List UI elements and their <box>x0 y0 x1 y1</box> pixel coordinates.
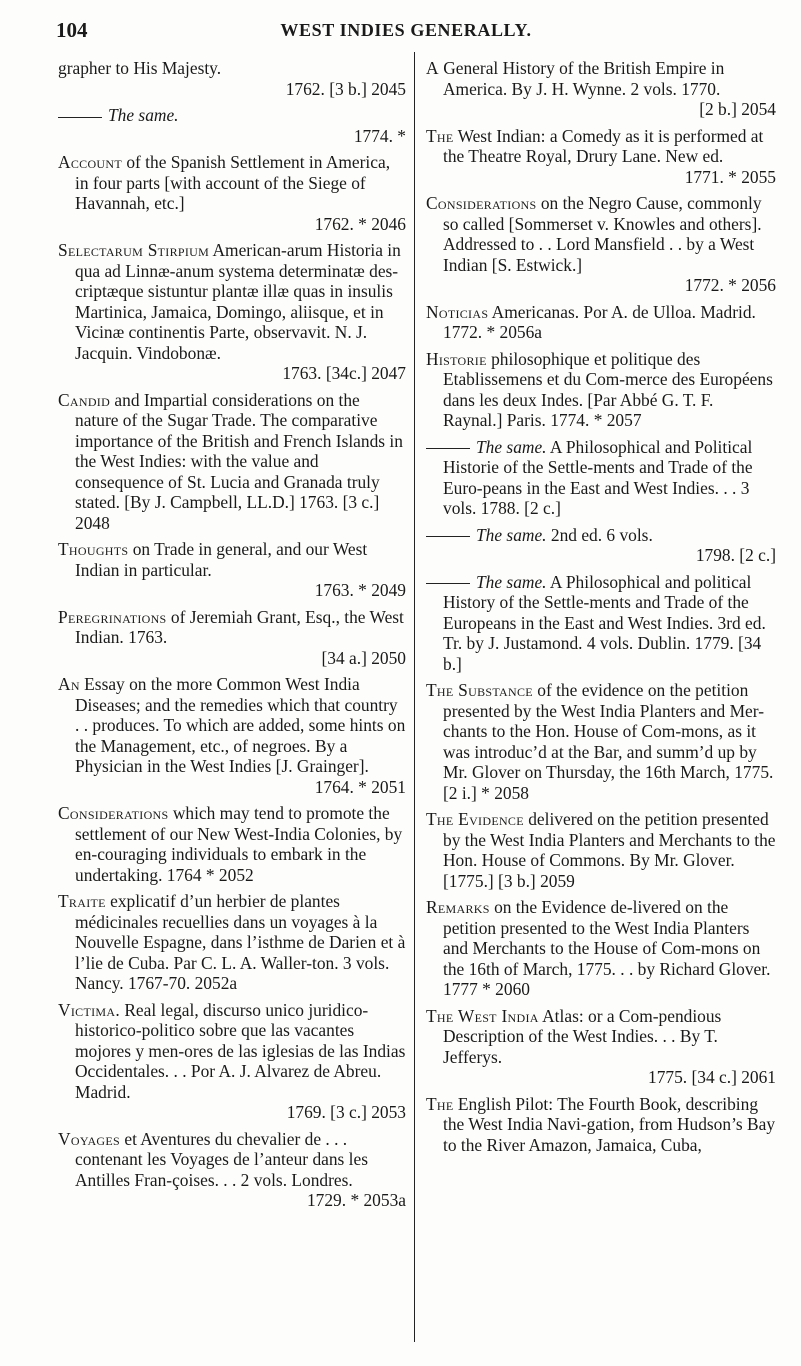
running-title: WEST INDIES GENERALLY. <box>280 20 532 40</box>
entry-text: American-arum Historia in qua ad Linnæ-anum systema determinatæ des-criptæque sistuntur plantæ illæ quas in insulis Martinica, Jamaica, Domingo, aliisque, et in Vicinæ continentis Parte, observavit. N. J. Jacquin. Vindobonæ. <box>75 240 401 363</box>
catalog-entry <box>58 152 406 234</box>
entry-text: of the Spanish Settlement in America, in four parts [with account of the Siege of Havannah, etc.] <box>75 152 391 213</box>
entry-imprint: 1729. * 2053a <box>306 1190 406 1210</box>
entry-text: West Indian: a Comedy as it is performed at the Theatre Royal, Drury Lane. New ed. <box>443 125 764 166</box>
catalog-entry <box>426 525 776 566</box>
catalog-entry <box>58 674 406 797</box>
entry-imprint: 1763. [34c.] 2047 <box>282 363 406 383</box>
entry-text: Essay on the more Common West India Diseases; and the remedies which that country . . produces. To which are added, some hints on the Management, etc., of negroes. By a Physician in the West Indies [J. Grainger]. <box>75 674 406 776</box>
entry-heading: A <box>426 58 439 78</box>
entry-heading: Thoughts <box>58 539 129 559</box>
entry-heading: The <box>426 1093 454 1114</box>
catalog-entry <box>58 803 406 885</box>
entry-imprint: [34 a.] 2050 <box>321 647 406 668</box>
entry-text: A Philosophical and Political Historie of the Settle-ments and Trade of the Euro-peans in the East and West Indies. . . 3 vols. 1788. [2 c.] <box>443 436 753 518</box>
entry-imprint: 1775. [34 c.] 2061 <box>648 1067 776 1087</box>
catalog-entry <box>426 302 776 343</box>
entry-heading: Account <box>58 152 122 172</box>
entry-text: on the Evidence de-livered on the petition presented to the West India Planters and Merchants to the House of Com-mons on the 16th of March, 1775. . . by Richard Glover. 1777 * 2060 <box>443 897 771 999</box>
catalog-entry <box>426 680 776 803</box>
entry-imprint: 1774. * <box>353 125 406 146</box>
catalog-entry <box>58 390 406 534</box>
entry-ditto-title: The same. <box>476 524 547 545</box>
catalog-entry <box>58 607 406 669</box>
entry-heading: Historie <box>426 348 487 369</box>
entry-heading: An <box>58 674 80 694</box>
ditto-dash <box>426 448 470 449</box>
entry-text: A Philosophical and political History of the Settle-ments and Trade of the Europeans in the East and West Indies. 3rd ed. Tr. by J. Justamond. 4 vols. Dublin. 1779. [34 b.] <box>443 571 766 674</box>
entry-heading: Victima. <box>58 999 120 1020</box>
catalog-entry <box>426 126 776 188</box>
catalog-entry <box>426 572 776 675</box>
entry-text: 2nd ed. 6 vols. <box>546 524 653 545</box>
entry-text: of the evidence on the petition presented by the West India Planters and Mer-chants to the Hon. House of Com-mons, as it was introduc’d at the Bar, and summ’d up by Mr. Glover on Thursday, the 16th March, 1775. [2 i.] * 2058 <box>443 680 774 803</box>
entry-text: grapher to His Majesty. <box>58 58 222 78</box>
entry-ditto-title: The same. <box>476 571 547 592</box>
entry-imprint: 1763. * 2049 <box>314 580 406 600</box>
entry-imprint: [2 b.] 2054 <box>699 99 776 119</box>
entry-text: delivered on the petition presented by the West India Planters and Merchants to the Hon. House of Commons. By Mr. Glover. [1775.] [3 b.] 2059 <box>443 809 776 891</box>
entry-text: explicatif d’un herbier de plantes médicinales recuellies dans un voyages à la Nouvelle Espagne, dans l’isthme de Darien et à l’lie de Cuba. Par C. L. A. Waller-ton. 3 vols. Nancy. 1767-70. 2052a <box>75 891 406 993</box>
entry-text: Real legal, discurso unico juridico-historico-politico sobre que las vacantes mojores y men-ores de las iglesias de las Indias Occidentales. . . Por A. J. Alvarez de Abreu. Madrid. <box>75 999 406 1102</box>
catalog-entry <box>58 240 406 384</box>
catalog-entry <box>58 58 406 99</box>
entry-ditto-title: The same. <box>108 105 179 125</box>
catalog-entry <box>426 809 776 891</box>
entry-text: Atlas: or a Com-pendious Description of the West Indies. . . By T. Jefferys. <box>443 1005 722 1067</box>
entry-heading: Considerations <box>426 193 537 213</box>
page-header <box>56 18 756 48</box>
entry-heading: Traite <box>58 891 106 911</box>
entry-heading: Considerations <box>58 803 169 823</box>
entry-imprint: 1771. * 2055 <box>684 166 776 187</box>
ditto-dash <box>426 583 470 584</box>
entry-imprint: 1762. * 2046 <box>314 213 406 234</box>
entry-ditto-title: The same. <box>476 436 547 457</box>
entry-heading: Remarks <box>426 897 490 917</box>
entry-text: of Jeremiah Grant, Esq., the West Indian. 1763. <box>75 606 404 647</box>
entry-heading: The Substance <box>426 680 533 700</box>
entry-heading: Candid <box>58 389 111 410</box>
entry-imprint: 1798. [2 c.] <box>695 545 776 565</box>
catalog-entry <box>426 1006 776 1088</box>
page-number: 104 <box>56 18 88 42</box>
ditto-dash <box>58 117 102 118</box>
entry-imprint: 1769. [3 c.] 2053 <box>286 1102 406 1122</box>
catalog-entry <box>58 891 406 994</box>
catalog-entry <box>426 349 776 431</box>
catalog-entry <box>426 437 776 519</box>
entry-imprint: 1762. [3 b.] 2045 <box>285 78 406 99</box>
catalog-entry <box>58 1000 406 1123</box>
entry-heading: The <box>426 125 454 146</box>
entry-text: et Aventures du chevalier de . . . contenant les Voyages de l’anteur dans les Antilles Fran-çoises. . . 2 vols. Londres. <box>75 1128 368 1190</box>
entry-heading: The Evidence <box>426 809 524 829</box>
entry-text: on the Negro Cause, commonly so called [Sommerset v. Knowles and others]. Addressed to . . Lord Mansfield . . by a West Indian [S. Estwick.] <box>443 193 762 275</box>
entry-imprint: 1764. * 2051 <box>314 776 406 797</box>
entry-text: Americanas. Por A. de Ulloa. Madrid. 1772. * 2056a <box>443 301 756 342</box>
catalog-entry <box>426 193 776 296</box>
catalog-entry <box>58 105 406 146</box>
entry-imprint: 1772. * 2056 <box>684 275 776 295</box>
entry-text: English Pilot: The Fourth Book, describing the West India Navi-gation, from Hudson’s Bay to the River Amazon, Jamaica, Cuba, <box>443 1093 776 1155</box>
right-column <box>426 58 776 1161</box>
entry-text: and Impartial considerations on the nature of the Sugar Trade. The comparative importance of the British and French Islands in the West Indies: with the value and consequence of St. Lucia and Granada truly stated. [By J. Campbell, LL.D.] 1763. [3 c.] 2048 <box>75 389 403 533</box>
catalog-entry <box>58 1129 406 1211</box>
catalog-entry <box>426 1094 776 1156</box>
entry-heading: Voyages <box>58 1128 120 1149</box>
catalog-entry <box>426 58 776 120</box>
entry-heading: Peregrinations <box>58 606 167 627</box>
entry-text: which may tend to promote the settlement of our New West-India Colonies, by en-couraging individuals to embark in the undertaking. 1764 * 2052 <box>75 803 403 885</box>
entry-heading: Selectarum Stirpium <box>58 240 210 260</box>
entry-text: on Trade in general, and our West Indian in particular. <box>75 539 368 580</box>
entry-text: General History of the British Empire in America. By J. H. Wynne. 2 vols. 1770. <box>438 58 725 99</box>
catalog-entry <box>58 539 406 601</box>
column-divider <box>414 52 415 1342</box>
ditto-dash <box>426 536 470 537</box>
entry-heading: Noticias <box>426 301 489 322</box>
catalog-entry <box>426 897 776 1000</box>
left-column <box>58 58 406 1217</box>
entry-text: philosophique et politique des Etablissemens et du Com-merce des Européens dans les deux Indes. [Par Abbé G. T. F. Raynal.] Paris. 1774. * 2057 <box>443 348 773 430</box>
entry-heading: The West India <box>426 1005 539 1026</box>
